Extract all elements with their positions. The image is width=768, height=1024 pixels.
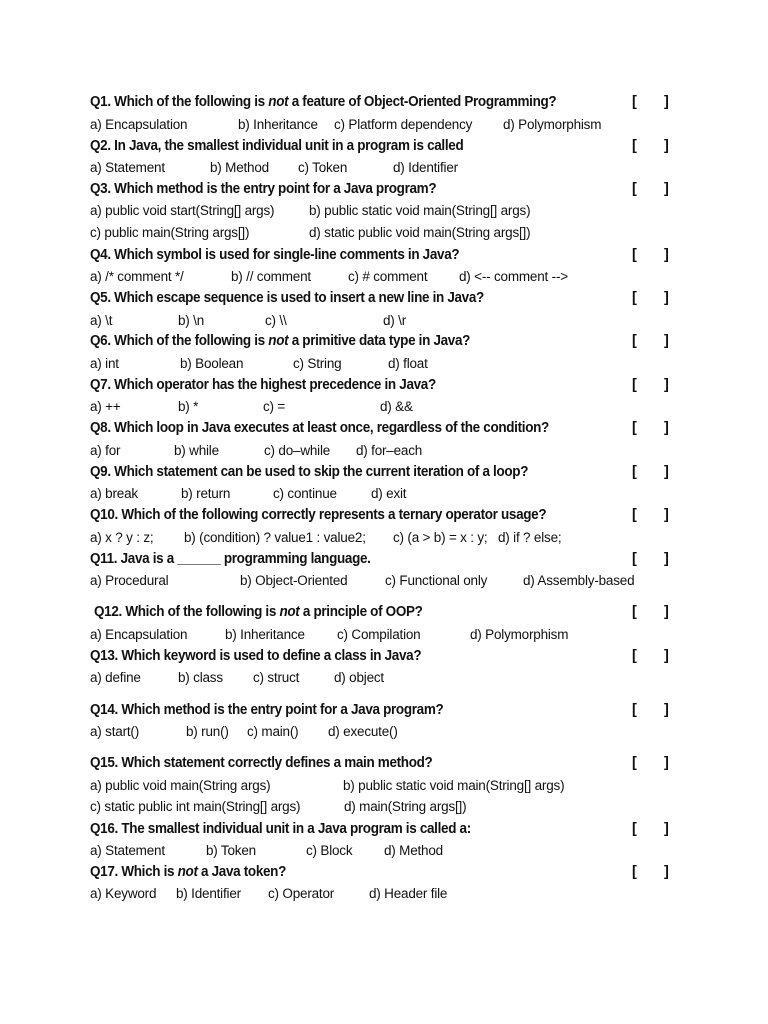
answer-bracket-open: [ bbox=[632, 181, 637, 197]
answer-bracket-close: ] bbox=[664, 702, 669, 718]
answer-option: b) Identifier bbox=[176, 886, 241, 901]
question-stem: Which operator has the highest precedence in Java? bbox=[110, 377, 436, 393]
question-number: Q4. bbox=[90, 247, 111, 263]
answer-option: c) Platform dependency bbox=[334, 117, 473, 132]
answer-bracket-open: [ bbox=[632, 702, 637, 718]
answer-option: c) struct bbox=[253, 670, 300, 685]
answer-option: a) Statement bbox=[90, 843, 165, 858]
answer-bracket-open: [ bbox=[632, 864, 637, 880]
answer-option: b) Object-Oriented bbox=[240, 573, 348, 588]
question-text bbox=[90, 551, 371, 567]
question-number: Q8. bbox=[90, 420, 111, 436]
question-stem-end: a principle of OOP? bbox=[299, 604, 423, 620]
question-text bbox=[90, 420, 549, 436]
answer-bracket-close: ] bbox=[664, 507, 669, 523]
question-stem: Which symbol is used for single-line comments in Java? bbox=[110, 247, 460, 263]
question-emphasis: not bbox=[268, 94, 289, 110]
question-number: Q6. bbox=[90, 333, 111, 349]
question-text bbox=[90, 377, 436, 393]
answer-option: a) for bbox=[90, 443, 121, 458]
answer-option: a) ++ bbox=[90, 399, 121, 414]
question-number: Q12. bbox=[94, 604, 122, 620]
answer-option: b) public static void main(String[] args) bbox=[309, 203, 531, 218]
question-text bbox=[90, 702, 443, 718]
question-stem-end: a primitive data type in Java? bbox=[288, 333, 471, 349]
answer-bracket-close: ] bbox=[664, 420, 669, 436]
answer-option: a) x ? y : z; bbox=[90, 530, 154, 545]
question-number: Q13. bbox=[90, 648, 118, 664]
answer-option: a) start() bbox=[90, 724, 140, 739]
question-stem: Which method is the entry point for a Java program? bbox=[110, 181, 437, 197]
answer-option: b) return bbox=[181, 486, 231, 501]
answer-option: b) (condition) ? value1 : value2; bbox=[184, 530, 366, 545]
answer-bracket-open: [ bbox=[632, 755, 637, 771]
answer-bracket-close: ] bbox=[664, 864, 669, 880]
question-stem-end: a Java token? bbox=[197, 864, 287, 880]
question-number: Q16. bbox=[90, 821, 118, 837]
answer-option: d) \r bbox=[383, 313, 407, 328]
question-text bbox=[90, 864, 286, 880]
question-text bbox=[90, 333, 470, 349]
answer-bracket-close: ] bbox=[664, 551, 669, 567]
question-stem: The smallest individual unit in a Java program is called a: bbox=[117, 821, 471, 837]
answer-bracket-close: ] bbox=[664, 464, 669, 480]
question-text bbox=[90, 507, 546, 523]
answer-bracket-open: [ bbox=[632, 138, 637, 154]
answer-bracket-close: ] bbox=[664, 94, 669, 110]
question-emphasis: not bbox=[177, 864, 198, 880]
answer-option: b) // comment bbox=[231, 269, 311, 284]
question-number: Q5. bbox=[90, 290, 111, 306]
answer-option: a) int bbox=[90, 356, 119, 371]
answer-bracket-close: ] bbox=[664, 247, 669, 263]
question-number: Q3. bbox=[90, 181, 111, 197]
answer-option: b) Inheritance bbox=[225, 627, 305, 642]
answer-bracket-close: ] bbox=[664, 604, 669, 620]
answer-option: d) Header file bbox=[369, 886, 448, 901]
answer-option: b) Inheritance bbox=[238, 117, 318, 132]
answer-option: c) Token bbox=[298, 160, 348, 175]
question-stem: Which of the following is bbox=[121, 604, 280, 620]
answer-option: d) Assembly-based bbox=[523, 573, 635, 588]
answer-option: a) Encapsulation bbox=[90, 117, 188, 132]
question-number: Q7. bbox=[90, 377, 111, 393]
answer-option: c) do–while bbox=[264, 443, 331, 458]
answer-option: a) Procedural bbox=[90, 573, 169, 588]
answer-option: d) && bbox=[380, 399, 413, 414]
answer-bracket-open: [ bbox=[632, 464, 637, 480]
answer-option: d) exit bbox=[371, 486, 407, 501]
answer-bracket-open: [ bbox=[632, 551, 637, 567]
question-stem: Java is a ______ programming language. bbox=[117, 551, 371, 567]
question-number: Q15. bbox=[90, 755, 118, 771]
answer-option: b) class bbox=[178, 670, 223, 685]
question-stem: Which method is the entry point for a Java program? bbox=[117, 702, 444, 718]
answer-bracket-open: [ bbox=[632, 94, 637, 110]
answer-option: a) /* comment */ bbox=[90, 269, 184, 284]
question-emphasis: not bbox=[268, 333, 289, 349]
answer-option: c) # comment bbox=[348, 269, 428, 284]
question-number: Q1. bbox=[90, 94, 111, 110]
answer-option: c) static public int main(String[] args) bbox=[90, 799, 301, 814]
question-emphasis: not bbox=[279, 604, 300, 620]
answer-bracket-open: [ bbox=[632, 821, 637, 837]
answer-option: d) Identifier bbox=[393, 160, 458, 175]
answer-bracket-close: ] bbox=[664, 755, 669, 771]
answer-bracket-open: [ bbox=[632, 333, 637, 349]
answer-option: c) Functional only bbox=[385, 573, 488, 588]
answer-option: b) * bbox=[178, 399, 199, 414]
question-number: Q11. bbox=[90, 551, 118, 567]
answer-bracket-close: ] bbox=[664, 821, 669, 837]
question-text bbox=[90, 138, 463, 154]
question-stem: Which keyword is used to define a class in Java? bbox=[117, 648, 422, 664]
answer-option: d) for–each bbox=[356, 443, 423, 458]
answer-option: d) <-- comment --> bbox=[459, 269, 568, 284]
question-text bbox=[94, 604, 423, 620]
answer-option: b) Token bbox=[206, 843, 256, 858]
answer-bracket-open: [ bbox=[632, 247, 637, 263]
answer-option: c) \\ bbox=[265, 313, 287, 328]
question-text bbox=[90, 247, 459, 263]
answer-option: c) continue bbox=[273, 486, 337, 501]
answer-bracket-open: [ bbox=[632, 290, 637, 306]
question-stem: Which of the following is bbox=[110, 333, 269, 349]
question-text bbox=[90, 181, 436, 197]
answer-option: d) Polymorphism bbox=[470, 627, 569, 642]
answer-bracket-close: ] bbox=[664, 181, 669, 197]
question-stem: Which statement correctly defines a main method? bbox=[117, 755, 433, 771]
question-number: Q17. bbox=[90, 864, 118, 880]
answer-option: a) public void main(String args) bbox=[90, 778, 271, 793]
answer-bracket-close: ] bbox=[664, 333, 669, 349]
question-number: Q14. bbox=[90, 702, 118, 718]
answer-option: b) public static void main(String[] args) bbox=[343, 778, 565, 793]
answer-option: a) Keyword bbox=[90, 886, 157, 901]
answer-option: b) \n bbox=[178, 313, 205, 328]
answer-option: a) define bbox=[90, 670, 141, 685]
question-number: Q2. bbox=[90, 138, 111, 154]
question-stem: Which loop in Java executes at least once, regardless of the condition? bbox=[110, 420, 549, 436]
answer-option: c) (a > b) = x : y; bbox=[393, 530, 488, 545]
answer-bracket-close: ] bbox=[664, 377, 669, 393]
answer-option: b) Method bbox=[210, 160, 269, 175]
answer-option: a) break bbox=[90, 486, 138, 501]
question-text bbox=[90, 821, 471, 837]
question-stem: Which statement can be used to skip the current iteration of a loop? bbox=[110, 464, 529, 480]
answer-option: d) Polymorphism bbox=[503, 117, 602, 132]
answer-bracket-close: ] bbox=[664, 290, 669, 306]
answer-option: d) Method bbox=[384, 843, 443, 858]
answer-option: d) execute() bbox=[328, 724, 398, 739]
answer-option: d) static public void main(String args[]) bbox=[309, 225, 531, 240]
question-stem-end: a feature of Object-Oriented Programming? bbox=[288, 94, 557, 110]
question-text bbox=[90, 94, 556, 110]
question-text bbox=[90, 648, 421, 664]
answer-option: c) Compilation bbox=[337, 627, 421, 642]
answer-bracket-close: ] bbox=[664, 648, 669, 664]
answer-bracket-open: [ bbox=[632, 648, 637, 664]
question-stem: Which is bbox=[117, 864, 178, 880]
question-number: Q10. bbox=[90, 507, 118, 523]
answer-option: c) public main(String args[]) bbox=[90, 225, 250, 240]
answer-option: c) Block bbox=[306, 843, 353, 858]
answer-bracket-open: [ bbox=[632, 420, 637, 436]
answer-option: a) public void start(String[] args) bbox=[90, 203, 275, 218]
answer-option: b) run() bbox=[186, 724, 229, 739]
question-stem: In Java, the smallest individual unit in a program is called bbox=[110, 138, 464, 154]
answer-option: a) \t bbox=[90, 313, 113, 328]
answer-option: c) Operator bbox=[268, 886, 335, 901]
answer-option: c) = bbox=[263, 399, 286, 414]
answer-option: d) main(String args[]) bbox=[344, 799, 467, 814]
question-number: Q9. bbox=[90, 464, 111, 480]
answer-option: c) main() bbox=[247, 724, 299, 739]
answer-option: a) Statement bbox=[90, 160, 165, 175]
question-stem: Which escape sequence is used to insert a new line in Java? bbox=[110, 290, 484, 306]
question-text bbox=[90, 755, 432, 771]
question-text bbox=[90, 290, 484, 306]
answer-bracket-open: [ bbox=[632, 604, 637, 620]
question-text bbox=[90, 464, 528, 480]
answer-option: b) Boolean bbox=[180, 356, 244, 371]
answer-option: a) Encapsulation bbox=[90, 627, 188, 642]
answer-bracket-close: ] bbox=[664, 138, 669, 154]
answer-bracket-open: [ bbox=[632, 507, 637, 523]
answer-option: b) while bbox=[174, 443, 219, 458]
question-stem: Which of the following correctly represents a ternary operator usage? bbox=[117, 507, 547, 523]
answer-option: d) float bbox=[388, 356, 428, 371]
answer-bracket-open: [ bbox=[632, 377, 637, 393]
answer-option: d) if ? else; bbox=[498, 530, 562, 545]
answer-option: d) object bbox=[334, 670, 384, 685]
question-stem: Which of the following is bbox=[110, 94, 269, 110]
answer-option: c) String bbox=[293, 356, 342, 371]
